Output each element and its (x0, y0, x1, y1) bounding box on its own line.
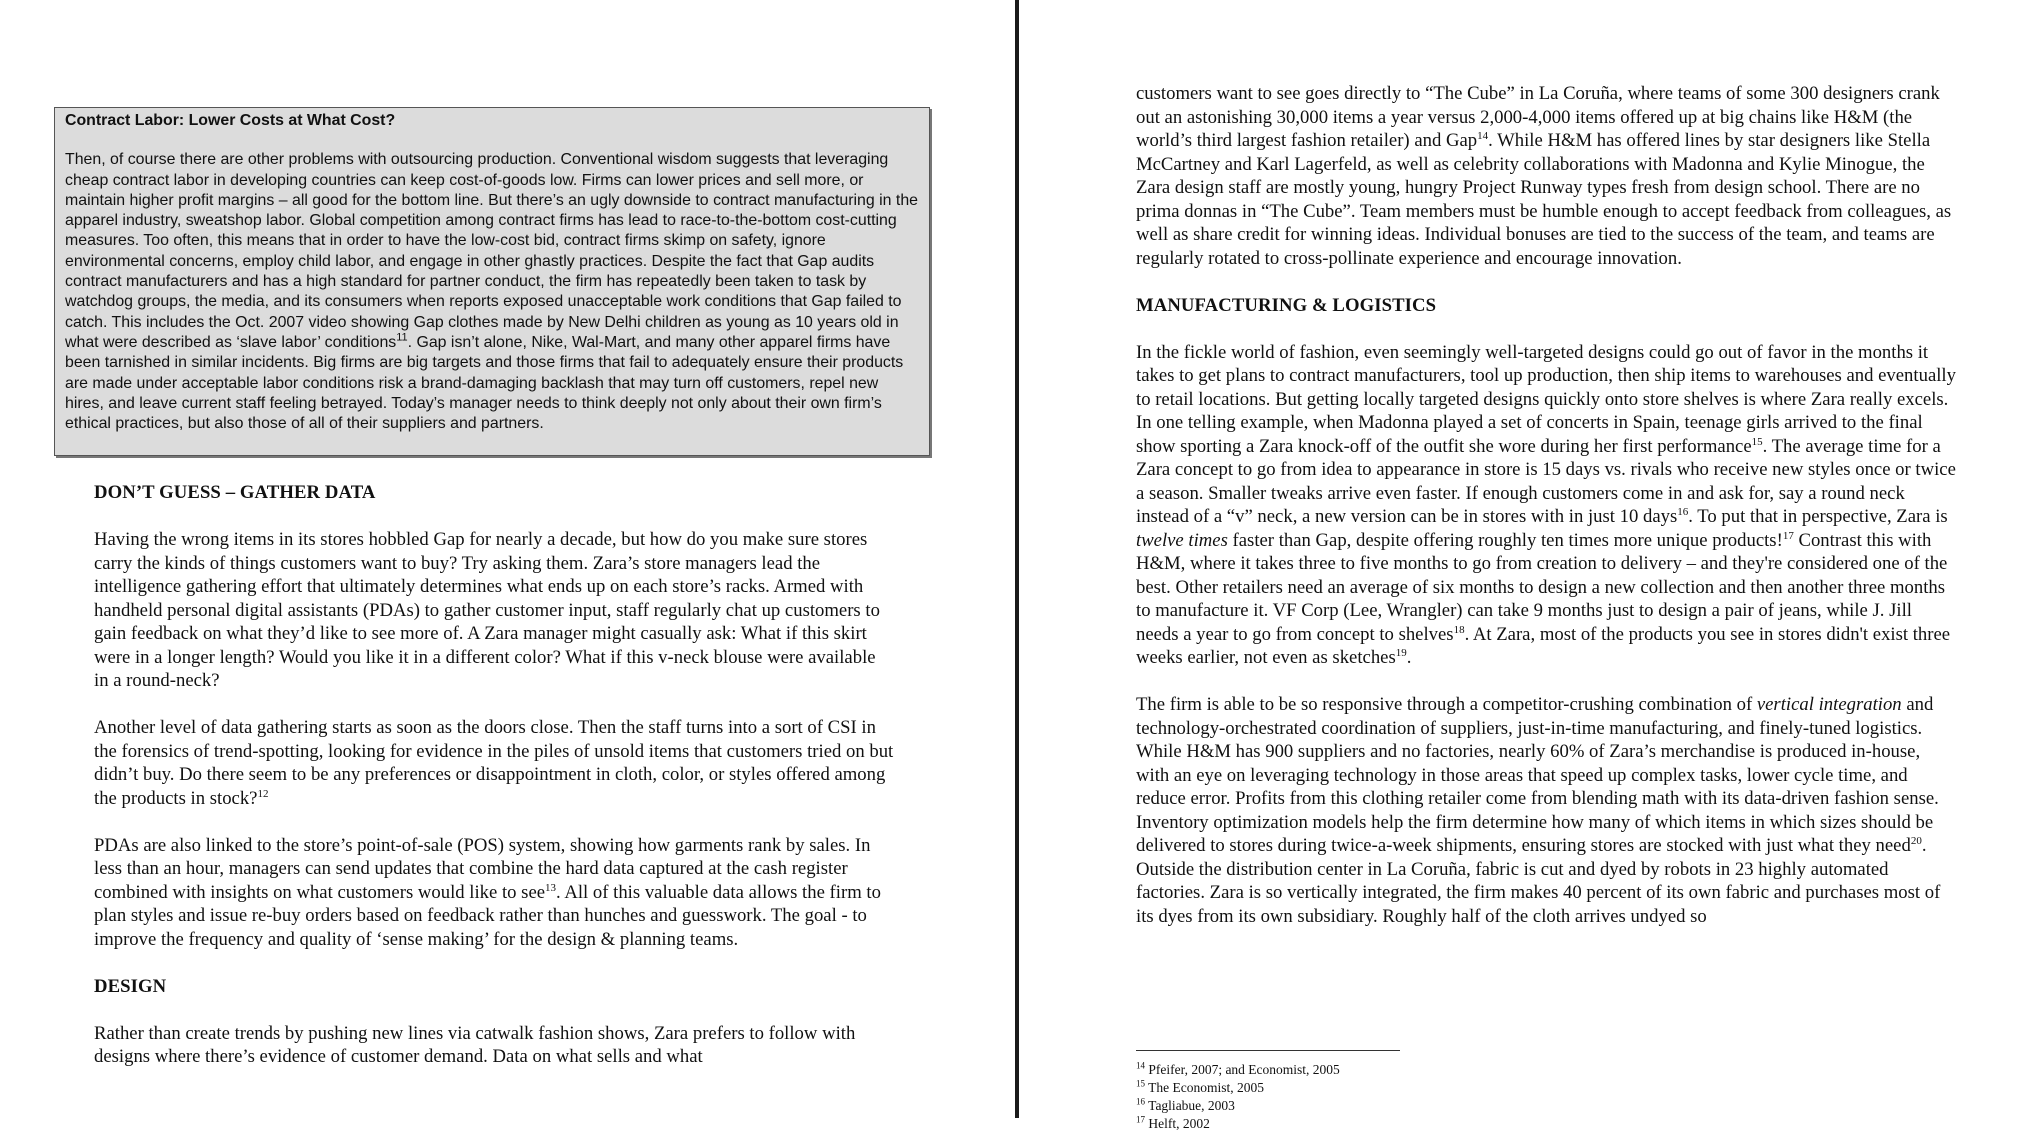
footnote: $^{16}$ Tagliabue, 2003 (1136, 1096, 1235, 1113)
paragraph: PDAs are also linked to the store’s point-of-sale (POS) system, showing how garments rank by sales. In less than an hour, managers can send updates that combine the hard data captured at the cash register combined with insights on what customers would like to see$^{13}$. All of this valuable data allows the firm to plan styles and issue re-buy orders based on feedback rather than hunches and guesswork. The goal - to improve the frequency and quality of ‘sense making’ for the design & planning teams. (94, 834, 881, 950)
footnote-ref: 12 (257, 787, 269, 800)
paragraph: Another level of data gathering starts as soon as the doors close. Then the staff turns into a sort of CSI in the forensics of trend-spotting, looking for evidence in the piles of unsold items that customers tried on but didn’t buy. Do there seem to be any preferences or disappointment in cloth, color, or styles offered among the products in stock?$^{12}$ (94, 717, 894, 809)
footnote-separator (1136, 1050, 1400, 1051)
footnote-ref: 16 (1677, 505, 1689, 518)
footnote: $^{17}$ Helft, 2002 (1136, 1114, 1210, 1131)
heading-gather-data: DON’T GUESS – GATHER DATA (94, 482, 376, 503)
right-page (1019, 0, 2038, 1131)
footnote: $^{14}$ Pfeifer, 2007; and Economist, 2005 (1136, 1060, 1340, 1077)
left-page (0, 0, 1015, 1118)
paragraph: Rather than create trends by pushing new lines via catwalk fashion shows, Zara prefers to follow with designs where there’s evidence of customer demand. Data on what sells and what (94, 1022, 856, 1067)
paragraph: Having the wrong items in its stores hobbled Gap for nearly a decade, but how do you make sure stores carry the kinds of things customers want to buy? Try asking them. Zara’s store managers lead the intelligence gathering effort that ultimately determines what ends up on each store’s racks. Armed with handheld personal digital assistants (PDAs) to gather customer input, staff regularly chat up customers to gain feedback on what they’d like to see more of. A Zara manager might casually ask: What if this skirt were in a longer length? Would you like it in a different color? What if this v-neck blouse were available in a round-neck? (94, 529, 880, 691)
footnotes (1136, 1061, 1340, 1133)
emphasis-text: twelve times (1136, 529, 1228, 551)
heading-manufacturing-logistics: MANUFACTURING & LOGISTICS (1136, 294, 1437, 316)
footnote-ref: 19 (1395, 646, 1407, 659)
footnote-ref: 13 (545, 881, 557, 894)
footnote-ref: 11 (396, 331, 408, 344)
paragraph: The firm is able to be so responsive through a competitor-crushing combination of vertical integration and technology-orchestrated coordination of suppliers, just-in-time manufacturing, and finely-tuned logistics. While H&M has 900 suppliers and no factories, nearly 60% of Zara’s merchandise is produced in-house, with an eye on leveraging technology in those areas that speed up complex tasks, lower cycle time, and reduce error. Profits from this clothing retailer come from blending math with its data-driven fashion sense. Inventory optimization models help the firm determine how many of which items in which sizes should be delivered to stores during twice-a-week shipments, ensuring stores are stocked with just what they need$^{20}$. Outside the distribution center in La Coruña, fabric is cut and dyed by robots in 23 highly automated factories. Zara is so vertically integrated, the firm makes 40 percent of its own fabric and purchases most of its dyes from its own subsidiary. Roughly half of the cloth arrives undyed so (1136, 694, 1941, 927)
footnote-ref: 15 (1751, 435, 1763, 448)
footnote-ref: 14 (1477, 129, 1489, 142)
footnote-ref: 18 (1453, 623, 1465, 636)
footnote-ref: 20 (1910, 834, 1922, 847)
sidebar-box-title: Contract Labor: Lower Costs at What Cost? (65, 112, 396, 129)
heading-design: DESIGN (94, 975, 167, 997)
sidebar-box-text: . Gap isn’t alone, Nike, Wal-Mart, and many other apparel firms have been tarnished in similar incidents. Big firms are big targets and those firms that fail to adequately ensure their products are made under acceptable labor conditions risk a brand-damaging backlash that may turn off customers, repel new hires, and leave current staff feeling betrayed. Today’s manager needs to think deeply not only about their own firm’s ethical practices, but also those of all of their suppliers and partners. (65, 333, 904, 433)
paragraph: customers want to see goes directly to “The Cube” in La Coruña, where teams of some 300 designers crank out an astonishing 30,000 items a year versus 2,000-4,000 items offered up at big chains like H&M (the world’s third largest fashion retailer) and Gap$^{14}$. While H&M has offered lines by star designers like Stella McCartney and Karl Lagerfeld, as well as celebrity collaborations with Madonna and Kylie Minogue, the Zara design staff are mostly young, hungry Project Runway types fresh from design school. There are no prima donnas in “The Cube”. Team members must be humble enough to accept feedback from colleagues, as well as share credit for winning ideas. Individual bonuses are tied to the success of the team, and teams are regularly rotated to cross-pollinate experience and encourage innovation. (1136, 83, 1952, 269)
emphasis-text: vertical integration (1756, 694, 1902, 715)
footnote-ref: 17 (1782, 529, 1794, 542)
sidebar-box-body (65, 150, 919, 434)
left-flow (94, 481, 894, 1069)
sidebar-box-text: Then, of course there are other problems with outsourcing production. Conventional wisdom suggests that leveraging cheap contract labor in developing countries can keep cost-of-goods low. Firms can lower prices and sell more, or maintain higher profit margins – all good for the bottom line. But there’s an ugly downside to contract manufacturing in the apparel industry, sweatshop labor. Global competition among contract firms has lead to race-to-the-bottom cost-cutting measures. Too often, this means that in order to have the low-cost bid, contract firms skimp on safety, ignore environmental concerns, employ child labor, and engage in other ghastly practices. Despite the fact that Gap audits contract manufacturers and has a high standard for partner conduct, the firm has repeatedly been taken to task by watchdog groups, the media, and its consumers when reports exposed unacceptable work conditions that Gap failed to catch. This includes the Oct. 2007 video showing Gap clothes made by New Delhi children as young as 10 years old in what were described as ‘slave labor’ conditions (65, 151, 918, 351)
right-flow (1136, 82, 1956, 928)
sidebar-box (54, 107, 930, 456)
footnote: $^{15}$ The Economist, 2005 (1136, 1078, 1264, 1095)
paragraph: In the fickle world of fashion, even seemingly well-targeted designs could go out of favor in the months it takes to get plans to contract manufacturers, tool up production, then ship items to warehouses and eventually to retail locations. But getting locally targeted designs quickly onto store shelves is where Zara really excels. In one telling example, when Madonna played a set of concerts in Spain, teenage girls arrived to the final show sporting a Zara knock-off of the outfit she wore during her first performance$^{15}$. The average time for a Zara concept to go from idea to appearance in store is 15 days vs. rivals who receive new styles once or twice a season. Smaller tweaks arrive even faster. If enough customers come in and ask for, say a round neck instead of a “v” neck, a new version can be in stores with in just 10 days$^{16}$. To put that in perspective, Zara is twelve times faster than Gap, despite offering roughly ten times more unique products!$^{17}$ Contrast this with H&M, where it takes three to five months to go from creation to delivery – and they're considered one of the best. Other retailers need an average of six months to design a new collection and then another three months to manufacture it. VF Corp (Lee, Wrangler) can take 9 months just to design a pair of jeans, while J. Jill needs a year to go from concept to shelves$^{18}$. At Zara, most of the products you see in stores didn't exist three weeks earlier, not even as sketches$^{19}$. (1136, 341, 1956, 668)
